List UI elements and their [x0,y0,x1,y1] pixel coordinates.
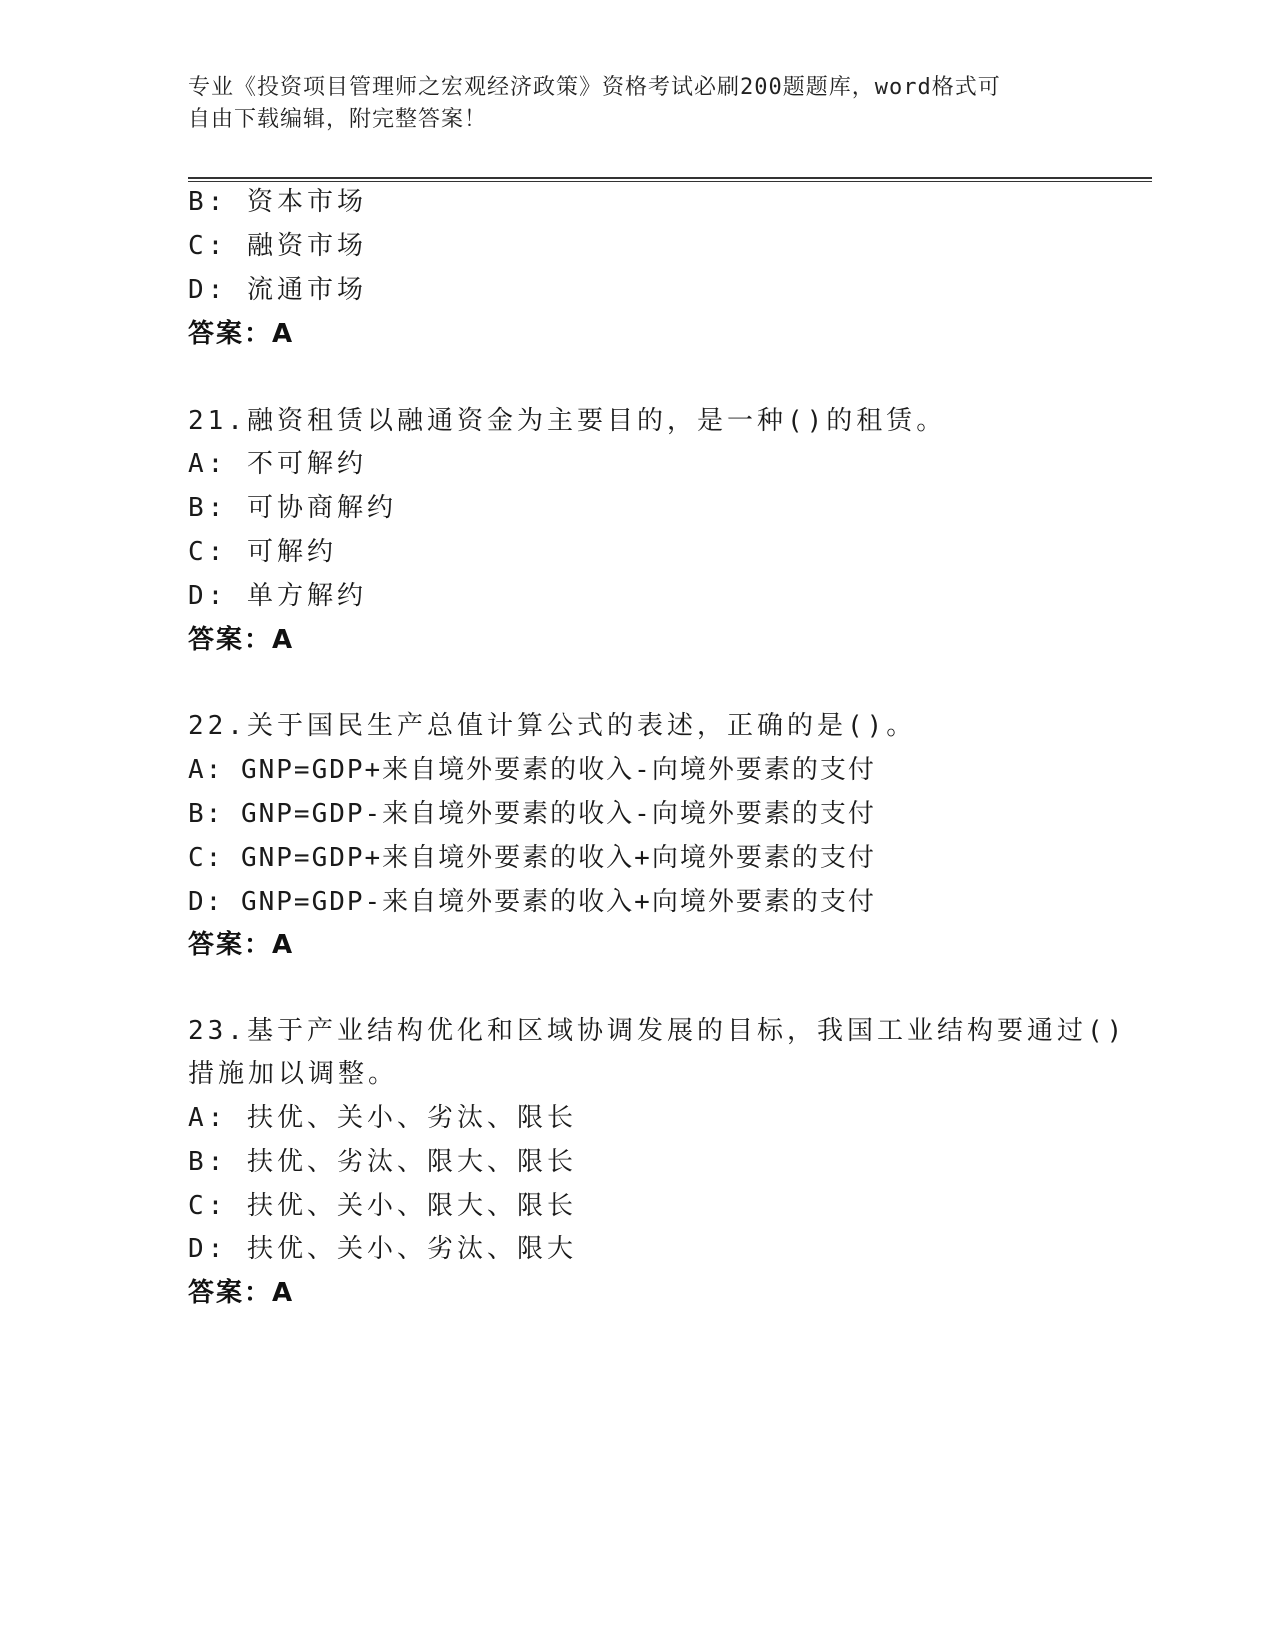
answer-value: A [272,319,295,349]
q21-option-c: C: 可解约 [188,537,337,567]
answer-label: 答案： [188,1278,273,1308]
answer-label: 答案： [188,625,273,655]
prev-option-b: B: 资本市场 [188,187,367,217]
q22-stem: 22.关于国民生产总值计算公式的表述，正确的是()。 [188,711,917,741]
q22-option-a: A: GNP=GDP+来自境外要素的收入-向境外要素的支付 [188,755,876,785]
q21-stem: 21.融资租赁以融通资金为主要目的，是一种()的租赁。 [188,406,947,436]
q22-answer [188,929,294,961]
header-title-line2: 自由下载编辑，附完整答案！ [188,107,488,132]
q22-option-b: B: GNP=GDP-来自境外要素的收入-向境外要素的支付 [188,799,876,829]
q21-answer [188,624,294,656]
answer-label: 答案： [188,930,273,960]
q21-option-b: B: 可协商解约 [188,493,397,523]
q23-option-d: D: 扶优、关小、劣汰、限大 [188,1234,577,1264]
q23-stem-line2: 措施加以调整。 [188,1059,399,1089]
q22-option-d: D: GNP=GDP-来自境外要素的收入+向境外要素的支付 [188,887,876,917]
prev-option-c: C: 融资市场 [188,231,367,261]
q23-stem-line1: 23.基于产业结构优化和区域协调发展的目标，我国工业结构要通过() [188,1016,1127,1046]
answer-label: 答案： [188,319,273,349]
answer-value: A [272,1278,295,1308]
prev-option-d: D: 流通市场 [188,275,367,305]
q21-option-a: A: 不可解约 [188,449,367,479]
q23-answer [188,1277,294,1309]
q23-option-c: C: 扶优、关小、限大、限长 [188,1191,577,1221]
answer-value: A [272,930,295,960]
q21-option-d: D: 单方解约 [188,581,367,611]
prev-answer [188,318,294,350]
header-divider-thin [188,181,1152,182]
q23-option-b: B: 扶优、劣汰、限大、限长 [188,1147,577,1177]
q22-option-c: C: GNP=GDP+来自境外要素的收入+向境外要素的支付 [188,843,876,873]
header-title-line1: 专业《投资项目管理师之宏观经济政策》资格考试必刷200题题库，word格式可 [188,75,1001,100]
document-header [188,72,1068,136]
header-divider-thick [188,177,1152,179]
answer-value: A [272,625,295,655]
q23-option-a: A: 扶优、关小、劣汰、限长 [188,1103,577,1133]
